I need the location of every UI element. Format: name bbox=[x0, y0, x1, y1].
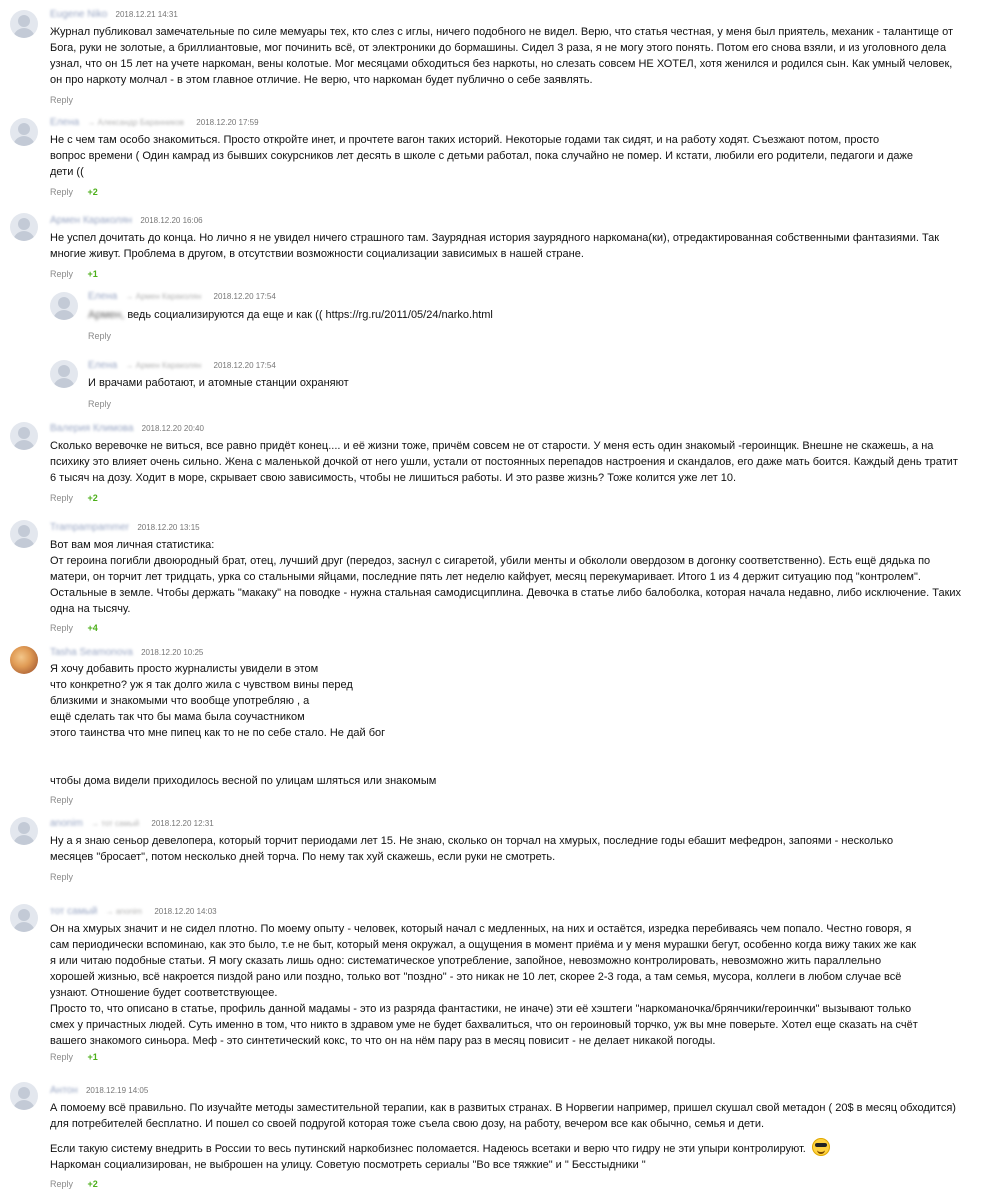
comment-line: Сколько веревочке не виться, все равно придёт конец.... и её жизни тоже, причём совсем не от старости. У меня есть один знакомый -героинщик. Внешне не скажешь, а на bbox=[50, 440, 934, 452]
comment-actions bbox=[50, 622, 98, 634]
reply-to[interactable]: → anonim bbox=[105, 907, 143, 916]
comment-actions bbox=[50, 268, 98, 280]
comment-date: 2018.12.20 12:31 bbox=[151, 819, 214, 828]
comment-actions bbox=[50, 1178, 98, 1190]
comment-date: 2018.12.21 14:31 bbox=[115, 10, 178, 19]
comment-date: 2018.12.20 17:54 bbox=[213, 361, 276, 370]
comment-meta bbox=[50, 117, 259, 129]
comment-actions bbox=[50, 871, 85, 883]
rating-badge: +2 bbox=[87, 187, 98, 197]
comment-meta bbox=[50, 423, 204, 435]
comment-line: матери, он торчит лет тридцать, урка со стальными яйцами, последние пять лет неделю кайфует, месяц перекумаривает. Итого 1 из 4 держит ситуацию под "контролем". bbox=[50, 571, 921, 583]
avatar[interactable] bbox=[10, 213, 38, 241]
comment-actions bbox=[50, 794, 85, 806]
comment-line: я или читаю подобные статьи. Я могу сказать лишь одно: систематическое употребление, запойное, невозможно контролировать, невозможно жить параллельно bbox=[50, 955, 882, 967]
rating-badge: +4 bbox=[87, 623, 98, 633]
comment-line: месяцев "бросает", потом несколько дней торча. По нему так хуй скажешь, если руки не смотреть. bbox=[50, 851, 556, 863]
author-name[interactable]: Елена bbox=[88, 360, 118, 371]
comment-line: этого таинства что мне пипец как то не по себе стало. Не дай бог bbox=[50, 727, 386, 739]
comment-body bbox=[50, 438, 980, 486]
author-name[interactable]: Eugene Niko bbox=[50, 9, 108, 20]
reply-link[interactable]: Reply bbox=[88, 331, 112, 341]
comment-body bbox=[50, 921, 980, 1049]
mention[interactable]: Армен, bbox=[88, 309, 125, 321]
comment-date: 2018.12.20 14:03 bbox=[154, 907, 217, 916]
comment-line: Бога, руки не золотые, а бриллиантовые, мог починить всё, от электроники до бормашины. Сидел 3 раза, я не могу этого понять. Потом его снова взяли, и из уголовного дела bbox=[50, 42, 947, 54]
comment-line: ещё сделать так что бы мама была соучастником bbox=[50, 711, 305, 723]
comment-body bbox=[50, 1100, 980, 1173]
comment-line: одна на тысячу. bbox=[50, 603, 131, 615]
author-name[interactable]: Trampampammer bbox=[50, 522, 130, 533]
comment-line: 6 тысяч на дозу. Ходит в море, скрывает свою зависимость, чтобы не лишиться работы. И это разве жизнь? Тоже колится уже лет 10. bbox=[50, 472, 737, 484]
rating-badge: +2 bbox=[87, 1179, 98, 1189]
comment-date: 2018.12.20 17:59 bbox=[196, 118, 259, 127]
sunglasses-smiley-icon bbox=[812, 1138, 830, 1156]
author-name[interactable]: Елена bbox=[88, 291, 118, 302]
comment-actions bbox=[50, 492, 98, 504]
comment-text: ведь социализируются да еще и как (( https://rg.ru/2011/05/24/narko.html bbox=[124, 309, 493, 321]
comment-body bbox=[50, 833, 980, 865]
comment-meta bbox=[50, 215, 203, 227]
reply-to[interactable]: → тот самый bbox=[91, 819, 140, 828]
comment-meta bbox=[50, 1085, 148, 1097]
comment-actions bbox=[50, 1051, 98, 1063]
comment-date: 2018.12.19 14:05 bbox=[85, 1086, 149, 1095]
avatar[interactable] bbox=[10, 10, 38, 38]
comment-actions bbox=[88, 330, 123, 342]
comment-line: узнал, что он 15 лет на учете наркоман, вены колотые. Мог месяцами обходиться без наркоты, но слезать совсем НЕ ХОТЕЛ, хотя женился и родился сын. Как умный человек, bbox=[50, 58, 953, 70]
reply-link[interactable]: Reply bbox=[88, 399, 112, 409]
comment-line: Я хочу добавить просто журналисты увидели в этом bbox=[50, 663, 319, 675]
comment-meta bbox=[50, 906, 217, 918]
author-name[interactable]: Елена bbox=[50, 117, 80, 128]
author-name[interactable]: anonim bbox=[50, 818, 83, 829]
rating-badge: +1 bbox=[87, 269, 98, 279]
comment-date: 2018.12.20 17:54 bbox=[213, 292, 276, 301]
reply-link[interactable]: Reply bbox=[50, 1179, 74, 1189]
comment-text: Если такую систему внедрить в России то весь путинский наркобизнес поломается. Надеюсь всетаки и верю что гидру не эти упыри контролируют. bbox=[50, 1143, 806, 1155]
comment-line: сам периодически вспоминаю, как это было, т.е не быт, который меня окружал, а ощущения в момент приёма и у меня мурашки бегут, особенно когда вижу таких же как bbox=[50, 939, 917, 951]
comment-meta bbox=[50, 9, 178, 21]
reply-link[interactable]: Reply bbox=[50, 1052, 74, 1062]
comment-line: Не успел дочитать до конца. Но лично я не увидел ничего страшного там. Заурядная история заурядного наркомана(ки), отредактированная собственными фантазиями. Так bbox=[50, 232, 940, 244]
comment-meta bbox=[50, 647, 203, 659]
comment-date: 2018.12.20 20:40 bbox=[141, 424, 204, 433]
avatar[interactable] bbox=[10, 817, 38, 845]
reply-link[interactable]: Reply bbox=[50, 187, 74, 197]
comment-line: что конкретно? уж я так долго жила с чувством вины перед bbox=[50, 679, 353, 691]
comment-meta bbox=[50, 522, 200, 534]
reply-to[interactable]: → Армен Караколян bbox=[125, 361, 202, 370]
comment-line: психику это влияет очень сильно. Жена с маленькой дочкой от него ушли, устали от постоянных перепадов настроения и скандалов, его даже мать боится. Каждый день тратит bbox=[50, 456, 958, 468]
comment-line: Остальные в земле. Чтобы держать "макаку" на поводке - нужна стальная самодисциплина. Девочка в статье либо балоболка, которая начала недавно, либо исключение. Таких bbox=[50, 587, 962, 599]
reply-link[interactable]: Reply bbox=[50, 493, 74, 503]
comment-line: вопрос времени ( Один камрад из бывших сокурсников лет десять в школе с детьми работал, пока случайно не помер. И кстати, любили его родители, педагоги и даже bbox=[50, 150, 913, 162]
comment-line: Ну а я знаю сеньор девелопера, который торчит периодами лет 15. Не знаю, сколько он торчал на хмурых, последние годы ебашит мефедрон, запоями - несколько bbox=[50, 835, 894, 847]
comment-body bbox=[50, 537, 980, 617]
comment-line: Журнал публиковал замечательные по силе мемуары тех, кто слез с иглы, ничего подобного не видел. Верю, что статья честная, у меня был приятель, механик - талантище от bbox=[50, 26, 954, 38]
comment-line: От героина погибли двоюродный брат, отец, лучший друг (передоз, заснул с сигаретой, убили менты и обкололи овердозом в догонку соответственно). Есть ещё дядька по bbox=[50, 555, 931, 567]
comment-body bbox=[50, 230, 980, 262]
author-name[interactable]: Tasha Seamonova bbox=[50, 647, 133, 658]
comment-meta bbox=[88, 291, 276, 303]
comment-line: для потребителей бесплатно. И пошел со своей подругой которая тоже съела свою дозу, на работу, вечером все как обычно, семья и дети. bbox=[50, 1118, 765, 1130]
avatar[interactable] bbox=[10, 118, 38, 146]
comment-line: близкими и знакомыми что вообще употребляю , а bbox=[50, 695, 310, 707]
reply-link[interactable]: Reply bbox=[50, 872, 74, 882]
reply-link[interactable]: Reply bbox=[50, 795, 74, 805]
comment-body bbox=[88, 307, 978, 323]
avatar[interactable] bbox=[10, 422, 38, 450]
reply-link[interactable]: Reply bbox=[50, 623, 74, 633]
comment-body bbox=[50, 132, 980, 180]
comment-line: вашего знакомого синьора. Меф - это синтетический кокс, то что он на нём пару раз в месяц повисит - не делает никакой погоды. bbox=[50, 1035, 716, 1047]
author-name[interactable]: Армен Караколян bbox=[50, 215, 133, 226]
comment-line: дети (( bbox=[50, 166, 84, 178]
comment-actions bbox=[50, 94, 85, 106]
reply-link[interactable]: Reply bbox=[50, 95, 74, 105]
comment-body bbox=[50, 24, 980, 88]
comment-line: И врачами работают, и атомные станции охраняют bbox=[88, 377, 349, 389]
comment-meta bbox=[50, 818, 214, 830]
comment-line: А помоему всё правильно. По изучайте методы заместительной терапии, как в развитых странах. В Норвегии например, пришел скушал свой метадон ( 20$ в месяц обходится) bbox=[50, 1102, 956, 1114]
comment-date: 2018.12.20 16:06 bbox=[140, 216, 203, 225]
comment-line: Вот вам моя личная статистика: bbox=[50, 539, 215, 551]
author-name[interactable]: тот самый bbox=[50, 906, 98, 917]
avatar[interactable] bbox=[10, 904, 38, 932]
comment-line: многие живут. Проблема в другом, в отсутствии возможности социализации зависимых в нашей стране. bbox=[50, 248, 584, 260]
rating-badge: +1 bbox=[87, 1052, 98, 1062]
comment-meta bbox=[88, 360, 276, 372]
reply-to[interactable]: → Александр Баранников bbox=[87, 118, 185, 127]
comment-line: он про наркоту молчал - в этом главное отличие. Не верю, что наркоман будет публично о себе заявлять. bbox=[50, 74, 593, 86]
avatar[interactable] bbox=[10, 646, 38, 674]
author-name[interactable]: Валерия Климова bbox=[50, 423, 134, 434]
comment-body bbox=[88, 375, 978, 391]
comment-line: Не с чем там особо знакомиться. Просто откройте инет, и прочтете вагон таких историй. Некоторые годами так сидят, и на работу ходят. Съезжают потом, просто bbox=[50, 134, 880, 146]
rating-badge: +2 bbox=[87, 493, 98, 503]
comment-actions bbox=[88, 398, 123, 410]
comment-date: 2018.12.20 10:25 bbox=[141, 648, 204, 657]
reply-link[interactable]: Reply bbox=[50, 269, 74, 279]
comment-body bbox=[50, 661, 980, 789]
comment-line bbox=[50, 1138, 980, 1157]
comment-line: чтобы дома видели приходилось весной по улицам шляться или знакомым bbox=[50, 775, 437, 787]
avatar[interactable] bbox=[50, 292, 78, 320]
comment-line bbox=[50, 741, 980, 757]
comment-line: смех у причастных людей. Суть именно в том, что никто в здравом уме не будет бахвалиться, что он героиновый торчко, уж вы мне поверьте. Хотел еще сказать на счёт bbox=[50, 1019, 918, 1031]
comment-line bbox=[50, 757, 980, 773]
comment-line: Просто то, что описано в статье, профиль данной мадамы - это из разряда фантастики, не иначе) эти её хэштеги "наркоманочка/брянчики/героинчки" вызывают только bbox=[50, 1003, 912, 1015]
comment-line: Наркоман социализирован, не выброшен на улицу. Советую посмотреть сериалы "Во все тяжкие" и " Бесстыдники " bbox=[50, 1159, 646, 1171]
comment-actions bbox=[50, 186, 98, 198]
author-name[interactable]: Антон bbox=[50, 1085, 78, 1096]
comment-date: 2018.12.20 13:15 bbox=[137, 523, 200, 532]
comment-line: хорошей жизнью, всё накроется пиздой рано или поздно, только вот "поздно" - это никак не 10 лет, скорее 2-3 года, а там семья, мусора, коллеги в любом случае всё bbox=[50, 971, 902, 983]
avatar[interactable] bbox=[10, 520, 38, 548]
reply-to[interactable]: → Армен Караколян bbox=[125, 292, 202, 301]
comment-line: Он на хмурых значит и не сидел плотно. По моему опыту - человек, который начал с медленных, на них и остаётся, изредка перебиваясь чем попало. Честно говоря, я bbox=[50, 923, 912, 935]
avatar[interactable] bbox=[50, 360, 78, 388]
avatar[interactable] bbox=[10, 1082, 38, 1110]
comment-line: узнают. Отношение будет соответствующее. bbox=[50, 987, 278, 999]
comment-line bbox=[88, 307, 978, 323]
